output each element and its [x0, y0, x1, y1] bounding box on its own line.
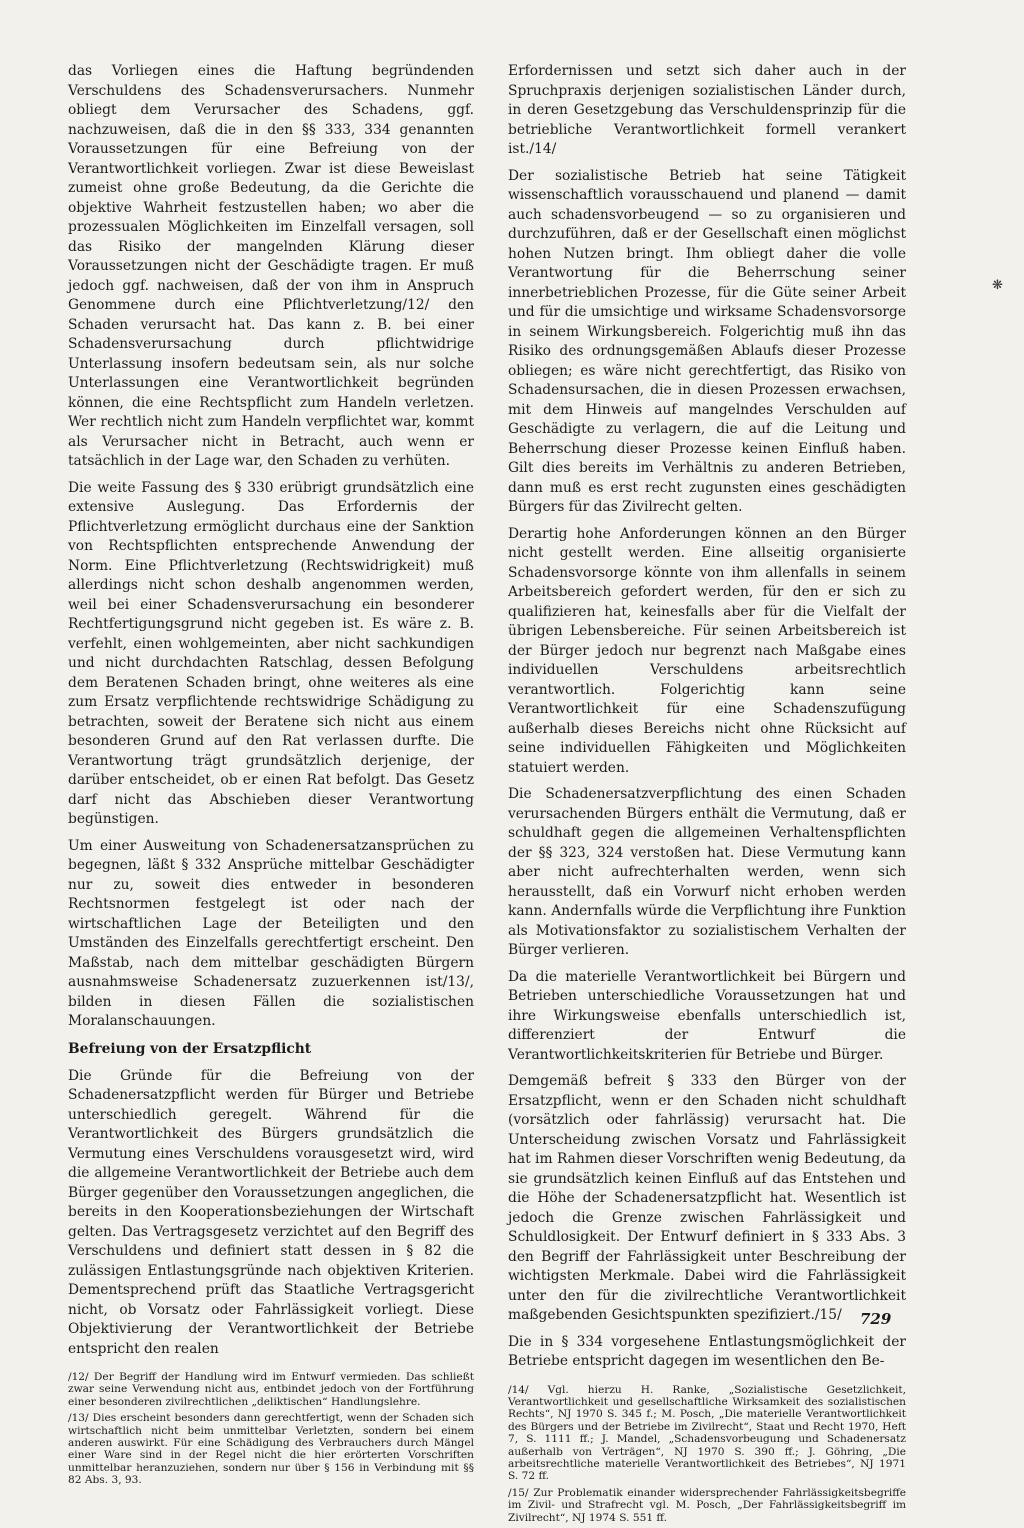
paragraph: Die Gründe für die Befreiung von der Schadenersatzpflicht werden für Bürger und Betriebe unterschiedlich geregelt. Während für die Verantwortlichkeit des Bürgers grundsätzlich die Vermutung eines Verschuldens vorausgesetzt wird, wird die allgemeine Verantwortlichkeit der Betriebe auch dem Bürger gegenüber den Voraussetzungen angeglichen, die bereits in den Kooperationsbeziehungen der Wirtschaft gelten. Das Vertragsgesetz verzichtet auf den Begriff des Verschuldens und definiert statt dessen in § 82 die zulässigen Entlastungsgründe nach objektiven Kriterien. Dementsprechend prüft das Staatliche Vertragsgericht nicht, ob Vorsatz oder Fahrlässigkeit vorliegt. Diese Objektivierung der Verantwortlichkeit der Betriebe entspricht den realen — [68, 1067, 474, 1357]
paragraph: das Vorliegen eines die Haftung begründenden Verschuldens des Schadensverursachers. Nunmehr obliegt dem Verursacher des Schadens, ggf. nachzuweisen, daß die in den §§ 333, 334 genannten Voraussetzungen für eine Befreiung von der Verantwortlichkeit vorliegen. Zwar ist diese Beweislast zumeist ohne große Bedeutung, da die Gerichte die objektive Wahrheit festzustellen haben; wo aber die prozessualen Möglichkeiten im Einzelfall versagen, soll das Risiko der mangelnden Klärung dieser Voraussetzungen nicht der Geschädigte tragen. Er muß jedoch ggf. nachweisen, daß der von ihm in Anspruch Genommene durch eine Pflichtverletzung/12/ den Schaden verursacht hat. Das kann z. B. bei einer Schadensverursachung durch pflichtwidrige Unterlassung insofern bedeutsam sein, als nur solche Unterlassungen eine Verantwortlichkeit begründen können, die eine Rechtspflicht zum Handeln verletzen. Wer rechtlich nicht zum Handeln verpflichtet war, kommt als Verursacher nicht in Betracht, auch wenn er tatsächlich in der Lage war, den Schaden zu verhüten. — [68, 63, 474, 469]
paragraph: Die in § 334 vorgesehene Entlastungsmöglichkeit der Betriebe entspricht dagegen im wesentlichen den Be- — [508, 1333, 906, 1369]
left-column — [68, 62, 474, 1491]
paragraph: Erfordernissen und setzt sich daher auch in der Spruchpraxis derjenigen sozialistischen Länder durch, in deren Gesetzgebung das Verschuldensprinzip für die betriebliche Verantwortlichkeit formell verankert ist./14/ — [508, 63, 906, 157]
paragraph: Um einer Ausweitung von Schadenersatzansprüchen zu begegnen, läßt § 332 Ansprüche mittelbar Geschädigter nur zu, soweit dies entweder in besonderen Rechtsnormen festgelegt ist oder nach der wirtschaftlichen Lage der Beteiligten und den Umständen des Einzelfalls gerechtfertigt erscheint. Den Maßstab, nach dem mittelbar geschädigten Bürgern ausnahmsweise Schadenersatz zuzuerkennen ist/13/, bilden in diesen Fällen die sozialistischen Moralanschauungen. — [68, 837, 474, 1029]
paragraph: Demgemäß befreit § 333 den Bürger von der Ersatzpflicht, wenn er den Schaden nicht schuldhaft (vorsätzlich oder fahrlässig) verursacht hat. Die Unterscheidung zwischen Vorsatz und Fahrlässigkeit hat im Rahmen dieser Vorschriften wenig Bedeutung, da sie grundsätzlich keinen Einfluß auf das Entstehen und die Höhe der Schadenersatzpflicht hat. Wesentlich ist jedoch die Grenze zwischen Fahrlässigkeit und Schuldlosigkeit. Der Entwurf definiert in § 333 Abs. 3 den Begriff der Fahrlässigkeit unter Beschreibung der wichtigsten Merkmale. Dabei wird die Fahrlässigkeit unter den für die zivilrechtliche Verantwortlichkeit maßgebenden Gesichtspunkten spezifiziert./15/ — [508, 1073, 906, 1323]
footnote-15: /15/ Zur Problematik einander widersprechender Fahrlässigkeitsbegriffe im Zivil- und Strafrecht vgl. M. Posch, „Der Fahrlässigkeitsbegriff im Zivilrecht“, NJ 1974 S. 551 ff. — [508, 1486, 906, 1524]
paragraph: Derartig hohe Anforderungen können an den Bürger nicht gestellt werden. Eine allseitig organisierte Schadensvorsorge könnte von ihm allenfalls in seinem Arbeitsbereich gefordert werden, für den er sich zu qualifizieren hat, keinesfalls aber für die Vielfalt der übrigen Lebensbereiche. Für seinen Arbeitsbereich ist der Bürger jedoch nur begrenzt nach Maßgabe eines individuellen Verschuldens arbeitsrechtlich verantwortlich. Folgerichtig kann seine Verantwortlichkeit für eine Schadenszufügung außerhalb dieses Bereichs nicht ohne Rücksicht auf seine individuellen Fähigkeiten und Möglichkeiten statuiert werden. — [508, 525, 906, 776]
paragraph: Da die materielle Verantwortlichkeit bei Bürgern und Betrieben unterschiedliche Voraussetzungen hat und ihre Wirkungsweise ebenfalls unterschiedlich ist, differenziert der Entwurf die Verantwortlichkeitskriterien für Betriebe und Bürger. — [508, 968, 906, 1063]
page-number: 729 — [860, 1310, 892, 1328]
paragraph: Die Schadenersatzverpflichtung des einen Schaden verursachenden Bürgers enthält die Vermutung, daß er schuldhaft gegen die allgemeinen Verhaltenspflichten der §§ 323, 324 verstoßen hat. Diese Vermutung kann aber nicht aufrechterhalten werden, wenn sich herausstellt, daß ein Vorwurf nicht erhoben werden kann. Andernfalls würde die Verpflichtung ihre Funktion als Motivationsfaktor zu sozialistischem Verhalten der Bürger verlieren. — [508, 786, 906, 958]
footnote-14: /14/ Vgl. hierzu H. Ranke, „Sozialistische Gesetzlichkeit, Verantwortlichkeit und gesellschaftliche Wirksamkeit des sozialistischen Rechts“, NJ 1970 S. 345 f.; M. Posch, „Die materielle Verantwortlichkeit des Bürgers und der Betriebe im Zivilrecht“, Staat und Recht 1970, Heft 7, S. 1111 ff.; J. Mandel, „Schadensvorbeugung und Schadenersatz außerhalb von Verträgen“, NJ 1970 S. 390 ff.; J. Göhring, „Die arbeitsrechtliche materielle Verantwortlichkeit des Betriebes“, NJ 1971 S. 72 ff. — [508, 1383, 906, 1483]
footnote-13: /13/ Dies erscheint besonders dann gerechtfertigt, wenn der Schaden sich wirtschaftlich nicht beim unmittelbar Verletzten, sondern bei einem anderen auswirkt. Für eine Schädigung des Verbrauchers durch Mängel einer Ware sind in der Regel nicht die hier erörterten Vorschriften unmittelbar heranzuziehen, sondern nur über § 156 in Verbindung mit §§ 82 Abs. 3, 93. — [68, 1412, 474, 1487]
section-heading: Befreiung von der Ersatzpflicht — [68, 1040, 312, 1057]
paragraph: Die weite Fassung des § 330 erübrigt grundsätzlich eine extensive Auslegung. Das Erfordernis der Pflichtverletzung ermöglicht durchaus eine der Sanktion von Rechtspflichten entsprechende Anwendung der Norm. Eine Pflichtverletzung (Rechtswidrigkeit) muß allerdings nicht schon deshalb angenommen werden, weil bei einer Schadensverursachung ein besonderer Rechtfertigungsgrund nicht gegeben ist. Es wäre z. B. verfehlt, einen wohlgemeinten, aber nicht sachkundigen und nicht durchdachten Ratschlag, dessen Befolgung dem Beratenen Schaden bringt, ohne weiteres als eine zum Ersatz verpflichtende rechtswidrige Schädigung zu betrachten, soweit der Beratene sich nicht aus einem besonderen Grund auf den Rat verlassen durfte. Die Verantwortung trägt grundsätzlich derjenige, der darüber entscheidet, ob er einen Rat befolgt. Das Gesetz darf nicht das Abschieben dieser Verantwortung begünstigen. — [68, 479, 474, 827]
footnotes-left — [68, 1371, 474, 1487]
footnote-12: /12/ Der Begriff der Handlung wird im Entwurf vermieden. Das schließt zwar seine Verwendung nicht aus, entbindet jedoch von der Fortführung einer besonderen zivilrechtlichen „deliktischen“ Handlungslehre. — [68, 1371, 474, 1408]
paragraph: Der sozialistische Betrieb hat seine Tätigkeit wissenschaftlich vorausschauend und planend — damit auch schadensvorbeugend — so zu organisieren und durchzuführen, daß er der Gesellschaft einen möglichst hohen Nutzen bringt. Ihm obliegt daher die volle Verantwortung für die Beherrschung seiner innerbetrieblichen Prozesse, für die Güte seiner Arbeit und für die umsichtige und wirksame Schadensvorsorge in seinem Wirkungsbereich. Folgerichtig muß ihn das Risiko des ordnungsgemäßen Ablaufs dieser Prozesse obliegen; es wäre nicht gerechtfertigt, das Risiko von Schadensursachen, die in diesen Prozessen erwachsen, mit dem Hinweis auf mangelndes Verschulden auf Geschädigte zu verlagern, die auf die Leitung und Beherrschung dieser Prozesse keinen Einfluß haben. Gilt dies bereits im Verhältnis zu anderen Betrieben, dann muß es erst recht zugunsten eines geschädigten Bürgers für das Zivilrecht gelten. — [508, 167, 906, 515]
footnotes-right — [508, 1384, 906, 1524]
margin-mark: ❋ — [992, 278, 1003, 293]
right-column — [508, 62, 906, 1528]
